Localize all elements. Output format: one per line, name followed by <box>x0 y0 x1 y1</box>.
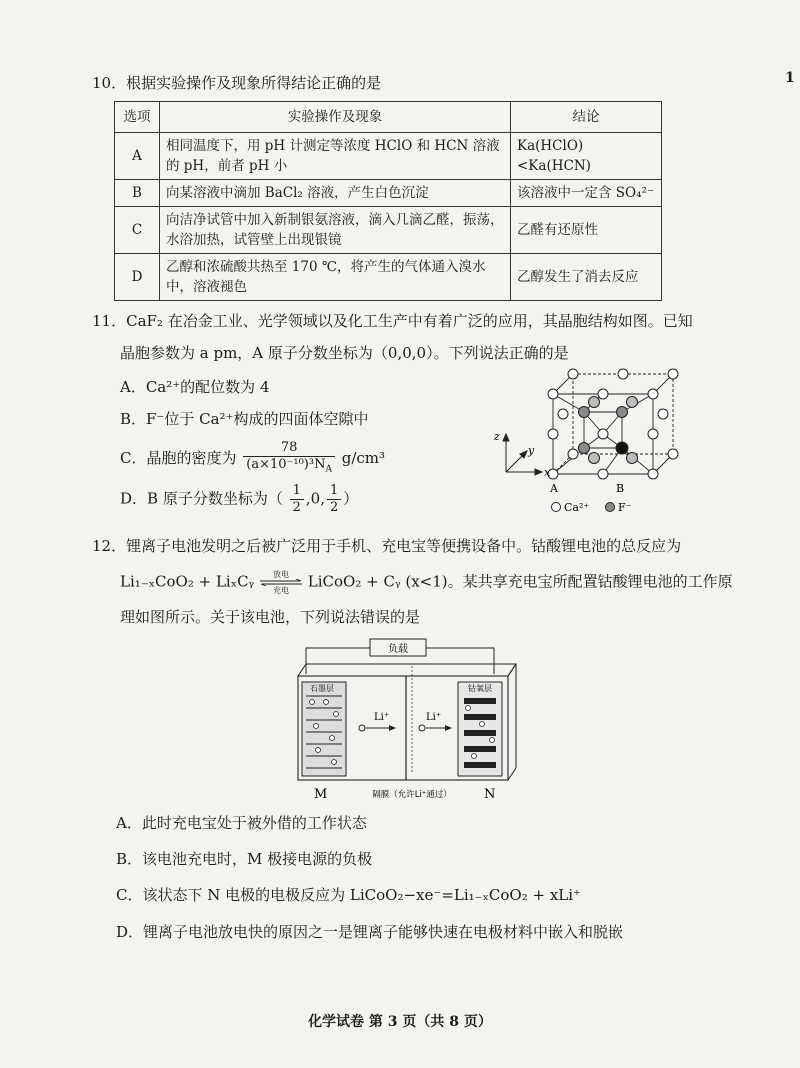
q11-coord-f2-num: 1 <box>327 483 341 500</box>
lithium-ion-right <box>419 725 425 731</box>
electrode-n-label: N <box>484 787 496 802</box>
row-option: D <box>115 254 160 301</box>
table-row <box>115 254 662 301</box>
row-conclusion: 乙醛有还原性 <box>511 207 662 254</box>
legend-ca-label: Ca²⁺ <box>564 501 590 514</box>
atom-b-marker <box>616 442 628 454</box>
q11-density-numerator: 78 <box>243 440 335 457</box>
battery-diagram <box>288 636 548 806</box>
fluoride-ions <box>579 397 638 464</box>
q10-stem: 10．根据实验操作及现象所得结论正确的是 <box>92 74 382 92</box>
q11-density-den-text: (a×10⁻¹⁰)³N <box>246 457 326 472</box>
q12-stem-line3: 理如图所示。关于该电池，下列说法错误的是 <box>120 608 421 626</box>
q12-eq-right: LiCoO₂ + Cᵧ (x<1)。某共享充电宝所配置钴酸锂电池的工作原 <box>307 572 733 591</box>
q12-option-c: C．该状态下 N 电极的电极反应为 LiCoO₂−xe⁻=Li₁₋ₓCoO₂ + xLi⁺ <box>116 886 581 904</box>
q11-option-d-prefix: D．B 原子分数坐标为（ <box>120 489 283 508</box>
row-option: A <box>115 133 160 180</box>
axis-y-label: y <box>528 444 535 457</box>
legend-f-label: F⁻ <box>618 501 632 514</box>
q12-eq-arrow <box>259 570 303 595</box>
lithium-ion-left <box>359 725 365 731</box>
axis-x-label: x <box>544 466 551 479</box>
coordinate-axes <box>503 434 542 475</box>
q12-option-b: B．该电池充电时，M 极接电源的负极 <box>116 850 373 868</box>
q11-coord-f1-den: 2 <box>292 500 301 515</box>
q11-stem-line2: 晶胞参数为 a pm，A 原子分数坐标为（0,0,0）。下列说法正确的是 <box>120 344 569 362</box>
left-layer-label: 石墨层 <box>310 684 334 693</box>
ion-label-left: Li⁺ <box>374 712 390 723</box>
table-header-row <box>115 102 662 133</box>
separator-label: 隔膜（允许Li⁺通过） <box>372 790 452 800</box>
arrow-right-icon <box>445 725 452 731</box>
q11-density-fraction <box>243 440 335 478</box>
q12-stem-line1: 12．锂离子电池发明之后被广泛用于手机、充电宝等便携设备中。钴酸锂电池的总反应为 <box>92 537 682 555</box>
q11-density-denominator <box>243 457 335 478</box>
q11-option-d-mid: ,0, <box>305 489 325 508</box>
atom-a-label: A <box>550 482 558 495</box>
row-conclusion: Ka(HClO)<Ka(HCN) <box>511 133 662 180</box>
row-operation: 相同温度下，用 pH 计测定等浓度 HClO 和 HCN 溶液的 pH，前者 pH 小 <box>160 133 511 180</box>
q12-eq-under: 充电 <box>273 586 289 595</box>
experiment-table <box>114 101 662 301</box>
load-label: 负载 <box>388 644 408 655</box>
header-operation: 实验操作及现象 <box>160 102 511 133</box>
crystal-structure-figure <box>488 362 688 520</box>
q12-equation <box>120 570 733 595</box>
electrode-m-label: M <box>314 787 328 802</box>
table-row <box>115 180 662 207</box>
arrow-right-icon <box>389 725 396 731</box>
ion-label-right: Li⁺ <box>426 712 442 723</box>
q11-coord-fraction-2 <box>327 483 341 516</box>
atom-b-label: B <box>616 482 625 495</box>
q11-coord-f2-den: 2 <box>329 500 339 515</box>
q11-density-unit: g/cm³ <box>341 448 386 467</box>
table-row <box>115 133 662 180</box>
q11-option-c <box>120 440 385 478</box>
q11-option-a: A．Ca²⁺的配位数为 4 <box>120 378 270 396</box>
calcium-ions <box>548 369 678 479</box>
q11-option-b: B．F⁻位于 Ca²⁺构成的四面体空隙中 <box>120 410 369 428</box>
q11-coord-fraction-1 <box>290 483 304 516</box>
row-operation: 向某溶液中滴加 BaCl₂ 溶液，产生白色沉淀 <box>160 180 511 207</box>
q12-option-d: D．锂离子电池放电快的原因之一是锂离子能够快速在电极材料中嵌入和脱嵌 <box>116 923 624 941</box>
q11-stem-line1: 11．CaF₂ 在冶金工业、光学领域以及化工生产中有着广泛的应用，其晶胞结构如图。已知 <box>92 312 693 330</box>
q12-eq-over: 放电 <box>273 570 289 579</box>
right-layer-label: 钴氧层 <box>468 684 492 693</box>
row-option: B <box>115 180 160 207</box>
q11-option-d-suffix: ） <box>343 489 359 508</box>
q11-density-den-sub: A <box>325 464 332 475</box>
equilibrium-arrow-icon <box>259 579 303 586</box>
row-conclusion: 乙醇发生了消去反应 <box>511 254 662 301</box>
legend-ca-icon <box>552 503 561 512</box>
q11-option-c-prefix: C．晶胞的密度为 <box>120 448 237 467</box>
q12-option-a: A．此时充电宝处于被外借的工作状态 <box>116 814 367 832</box>
header-conclusion: 结论 <box>511 102 662 133</box>
table-row <box>115 207 662 254</box>
cobalt-oxide-electrode <box>458 682 502 776</box>
row-option: C <box>115 207 160 254</box>
page-marker: 1 <box>785 70 795 86</box>
row-operation: 向洁净试管中加入新制银氨溶液，滴入几滴乙醛，振荡，水浴加热，试管壁上出现银镜 <box>160 207 511 254</box>
page-footer: 化学试卷 第 3 页（共 8 页） <box>308 1014 492 1030</box>
header-option: 选项 <box>115 102 160 133</box>
axis-z-label: z <box>494 430 500 443</box>
q11-coord-f1-num: 1 <box>290 483 304 500</box>
legend-f-icon <box>606 503 615 512</box>
row-conclusion: 该溶液中一定含 SO₄²⁻ <box>511 180 662 207</box>
q11-option-d <box>120 483 358 516</box>
row-operation: 乙醇和浓硫酸共热至 170 ℃，将产生的气体通入溴水中，溶液褪色 <box>160 254 511 301</box>
q12-eq-left: Li₁₋ₓCoO₂ + LiₓCᵧ <box>120 572 255 591</box>
